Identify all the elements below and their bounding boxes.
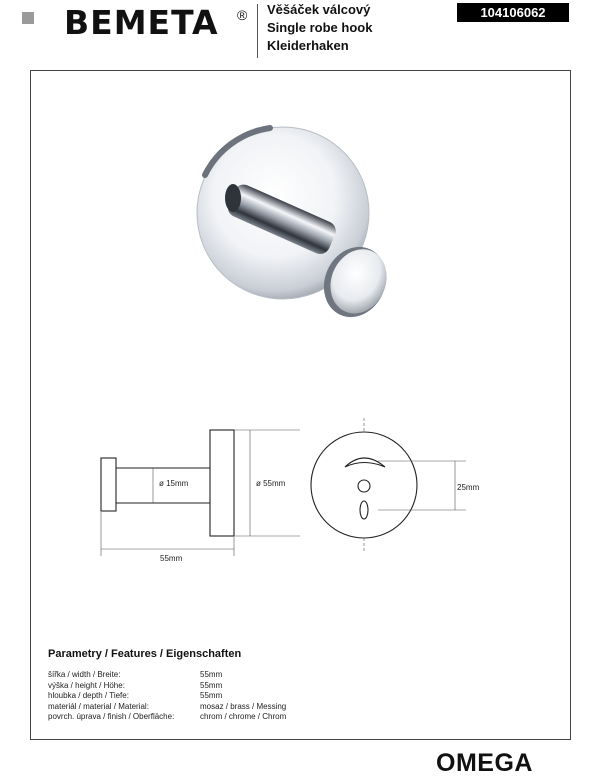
title-english: Single robe hook [267, 20, 373, 35]
param-value: 55mm [200, 691, 223, 700]
param-value: chrom / chrome / Chrom [200, 712, 287, 721]
parameters-section [48, 648, 286, 723]
title-german: Kleiderhaken [267, 38, 349, 53]
front-view-drawing [311, 432, 417, 538]
param-label: povrch. úprava / finish / Oberfläche: [48, 712, 175, 721]
plate-diameter-label: ø 55mm [256, 479, 286, 488]
param-row-width [48, 670, 286, 681]
depth-label: 55mm [160, 554, 183, 563]
param-label: šířka / width / Breite: [48, 670, 121, 679]
product-series: OMEGA [436, 749, 533, 777]
param-row-material [48, 702, 286, 713]
parameters-title: Parametry / Features / Eigenschaften [48, 648, 242, 660]
product-photo [197, 127, 397, 327]
param-value: 55mm [200, 670, 223, 679]
hole-spacing-label: 25mm [457, 483, 480, 492]
logo-text: BEMETA [64, 3, 219, 42]
title-czech: Věšáček válcový [267, 2, 371, 17]
param-label: hloubka / depth / Tiefe: [48, 691, 129, 700]
param-row-height [48, 681, 286, 692]
product-code: 104106062 [457, 3, 569, 22]
param-label: materiál / material / Material: [48, 701, 149, 711]
param-row-depth [48, 691, 286, 702]
registered-mark: ® [237, 7, 248, 23]
param-value: 55mm [200, 680, 223, 690]
front-view-dimensions [364, 418, 466, 552]
rod-diameter-label: ø 15mm [159, 479, 189, 488]
param-row-finish [48, 712, 286, 723]
param-value: mosaz / brass / Messing [200, 701, 287, 711]
side-view-dimensions [101, 430, 300, 556]
param-label: výška / height / Höhe: [48, 680, 125, 690]
